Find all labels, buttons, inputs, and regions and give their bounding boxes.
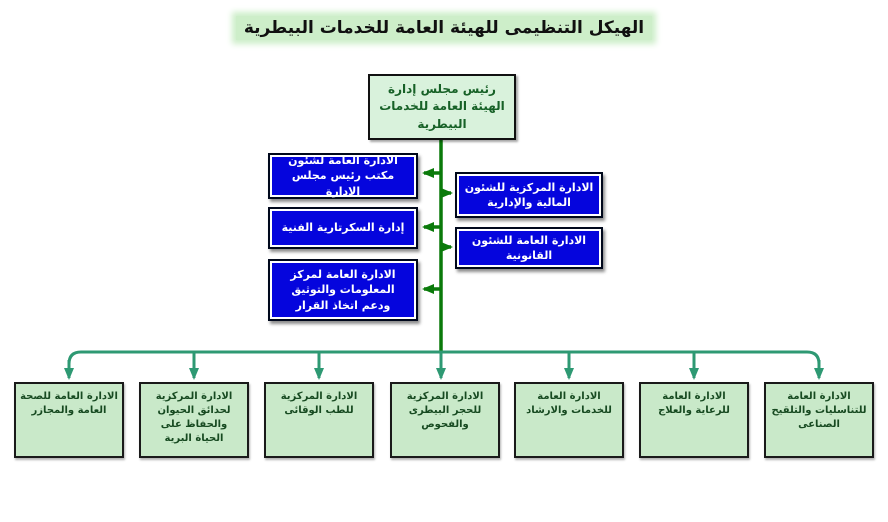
node-technical-secretariat: إدارة السكرتارية الفنية — [268, 207, 418, 249]
node-chairman-office-affairs: الادارة العامة لشئون مكتب رئيس مجلس الادارة — [268, 153, 418, 199]
lower-rail-connectors — [69, 352, 819, 378]
node-chairman: رئيس مجلس إدارة الهيئة العامة للخدمات البيطرية — [368, 74, 516, 140]
node-preventive-medicine: الادارة المركزية للطب الوقائى — [264, 382, 374, 458]
node-veterinary-quarantine: الادارة المركزية للحجر البيطرى والفحوص — [390, 382, 500, 458]
node-care-treatment: الادارة العامة للرعاية والعلاج — [639, 382, 749, 458]
chart-title-text: الهيكل التنظيمى للهيئة العامة للخدمات البيطرية — [236, 16, 652, 40]
node-legal-affairs: الادارة العامة للشئون القانونية — [455, 227, 603, 269]
node-reproduction-artificial-insemination: الادارة العامة للتناسليات والتلقيح الصناعى — [764, 382, 874, 458]
chart-title — [0, 16, 888, 40]
node-services-extension: الادارة العامة للخدمات والارشاد — [514, 382, 624, 458]
node-public-health-slaughterhouses: الادارة العامة للصحة العامة والمجازر — [14, 382, 124, 458]
node-information-decision-support: الادارة العامة لمركز المعلومات والتوثيق ودعم اتخاذ القرار — [268, 259, 418, 321]
node-zoos-wildlife: الادارة المركزية لحدائق الحيوان والحفاظ على الحياة البرية — [139, 382, 249, 458]
node-financial-admin-affairs: الادارة المركزية للشئون المالية والإدارية — [455, 172, 603, 218]
upper-tree-connectors — [424, 140, 451, 353]
